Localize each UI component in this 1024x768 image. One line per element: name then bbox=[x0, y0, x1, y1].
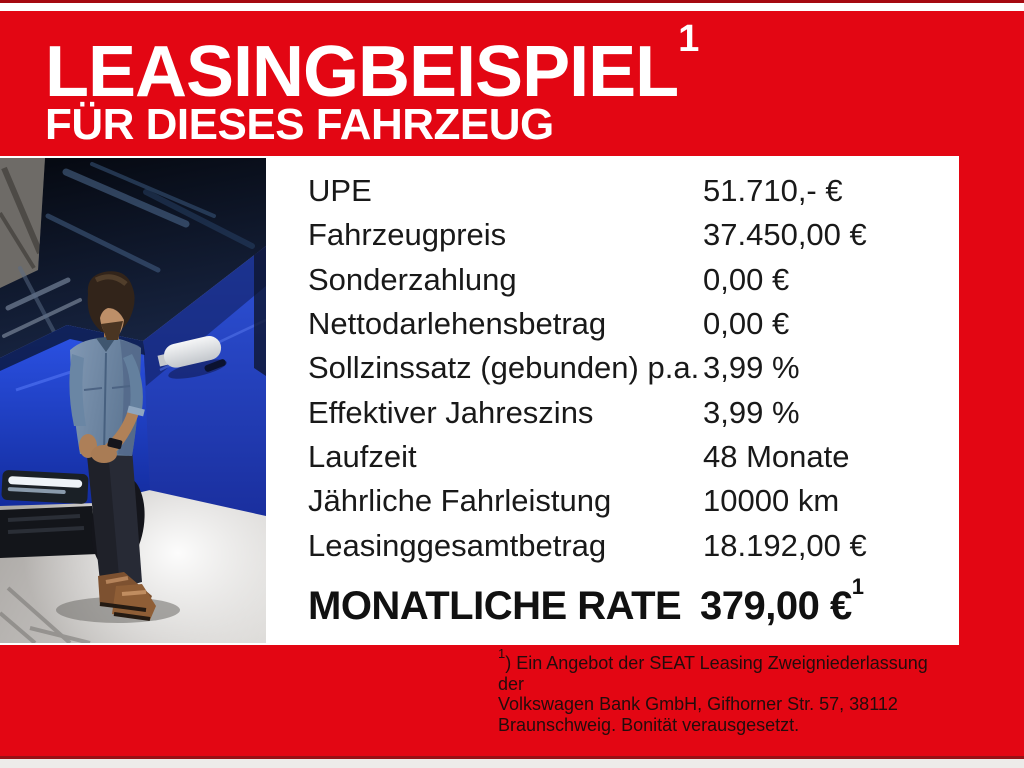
spec-value: 48 Monate bbox=[703, 439, 850, 475]
footnote-line: Braunschweig. Bonität verausgesetzt. bbox=[498, 714, 800, 735]
footnote-marker: 1 bbox=[498, 646, 506, 662]
table-row bbox=[308, 213, 867, 257]
spec-value: 10000 km bbox=[703, 483, 840, 519]
bottom-white-strip bbox=[0, 759, 1024, 768]
spec-label: Effektiver Jahreszins bbox=[308, 394, 594, 430]
spec-label: Nettodarlehensbetrag bbox=[308, 306, 607, 342]
spec-value: 3,99 % bbox=[703, 394, 800, 430]
spec-value: 0,00 € bbox=[703, 261, 790, 297]
monthly-rate-label: MONATLICHE RATE bbox=[308, 583, 682, 628]
footnote-line bbox=[498, 648, 943, 694]
monthly-rate-footnote-marker: 1 bbox=[851, 574, 864, 600]
page-title bbox=[45, 17, 699, 112]
monthly-rate-amount: 379,00 € bbox=[700, 583, 852, 628]
page-subtitle: FÜR DIESES FAHRZEUG bbox=[45, 100, 554, 149]
page-title-footnote-marker: 1 bbox=[678, 17, 699, 61]
table-row bbox=[308, 391, 867, 435]
spec-label: Sollzinssatz (gebunden) p.a. bbox=[308, 350, 700, 386]
spec-label: Fahrzeugpreis bbox=[308, 217, 507, 253]
spec-value: 37.450,00 € bbox=[703, 217, 867, 253]
table-row bbox=[308, 346, 867, 390]
footnote-text: ) Ein Angebot der SEAT Leasing Zweigniederlassung der bbox=[498, 653, 928, 694]
spec-label: Laufzeit bbox=[308, 439, 417, 475]
leasing-spec-table bbox=[308, 169, 867, 568]
spec-label: Leasinggesamtbetrag bbox=[308, 527, 607, 563]
car-photo bbox=[0, 158, 266, 643]
spec-label: Jährliche Fahrleistung bbox=[308, 483, 612, 519]
spec-value: 3,99 % bbox=[703, 350, 800, 386]
spec-value: 0,00 € bbox=[703, 306, 790, 342]
monthly-rate-value bbox=[700, 574, 864, 629]
table-row bbox=[308, 479, 867, 523]
table-row bbox=[308, 435, 867, 479]
car-headlight bbox=[1, 470, 88, 504]
spec-label: UPE bbox=[308, 173, 372, 209]
footnote bbox=[498, 648, 943, 735]
table-row bbox=[308, 169, 867, 213]
content-panel bbox=[0, 156, 959, 645]
table-row bbox=[308, 524, 867, 568]
footnote-line: Volkswagen Bank GmbH, Gifhorner Str. 57, 38112 bbox=[498, 694, 898, 714]
top-white-strip bbox=[0, 3, 1024, 11]
table-row bbox=[308, 302, 867, 346]
table-row bbox=[308, 258, 867, 302]
spec-label: Sonderzahlung bbox=[308, 261, 517, 297]
page-title-text: LEASINGBEISPIEL bbox=[45, 32, 679, 112]
spec-value: 51.710,- € bbox=[703, 173, 843, 209]
monthly-rate-row bbox=[308, 574, 864, 631]
spec-value: 18.192,00 € bbox=[703, 527, 867, 563]
